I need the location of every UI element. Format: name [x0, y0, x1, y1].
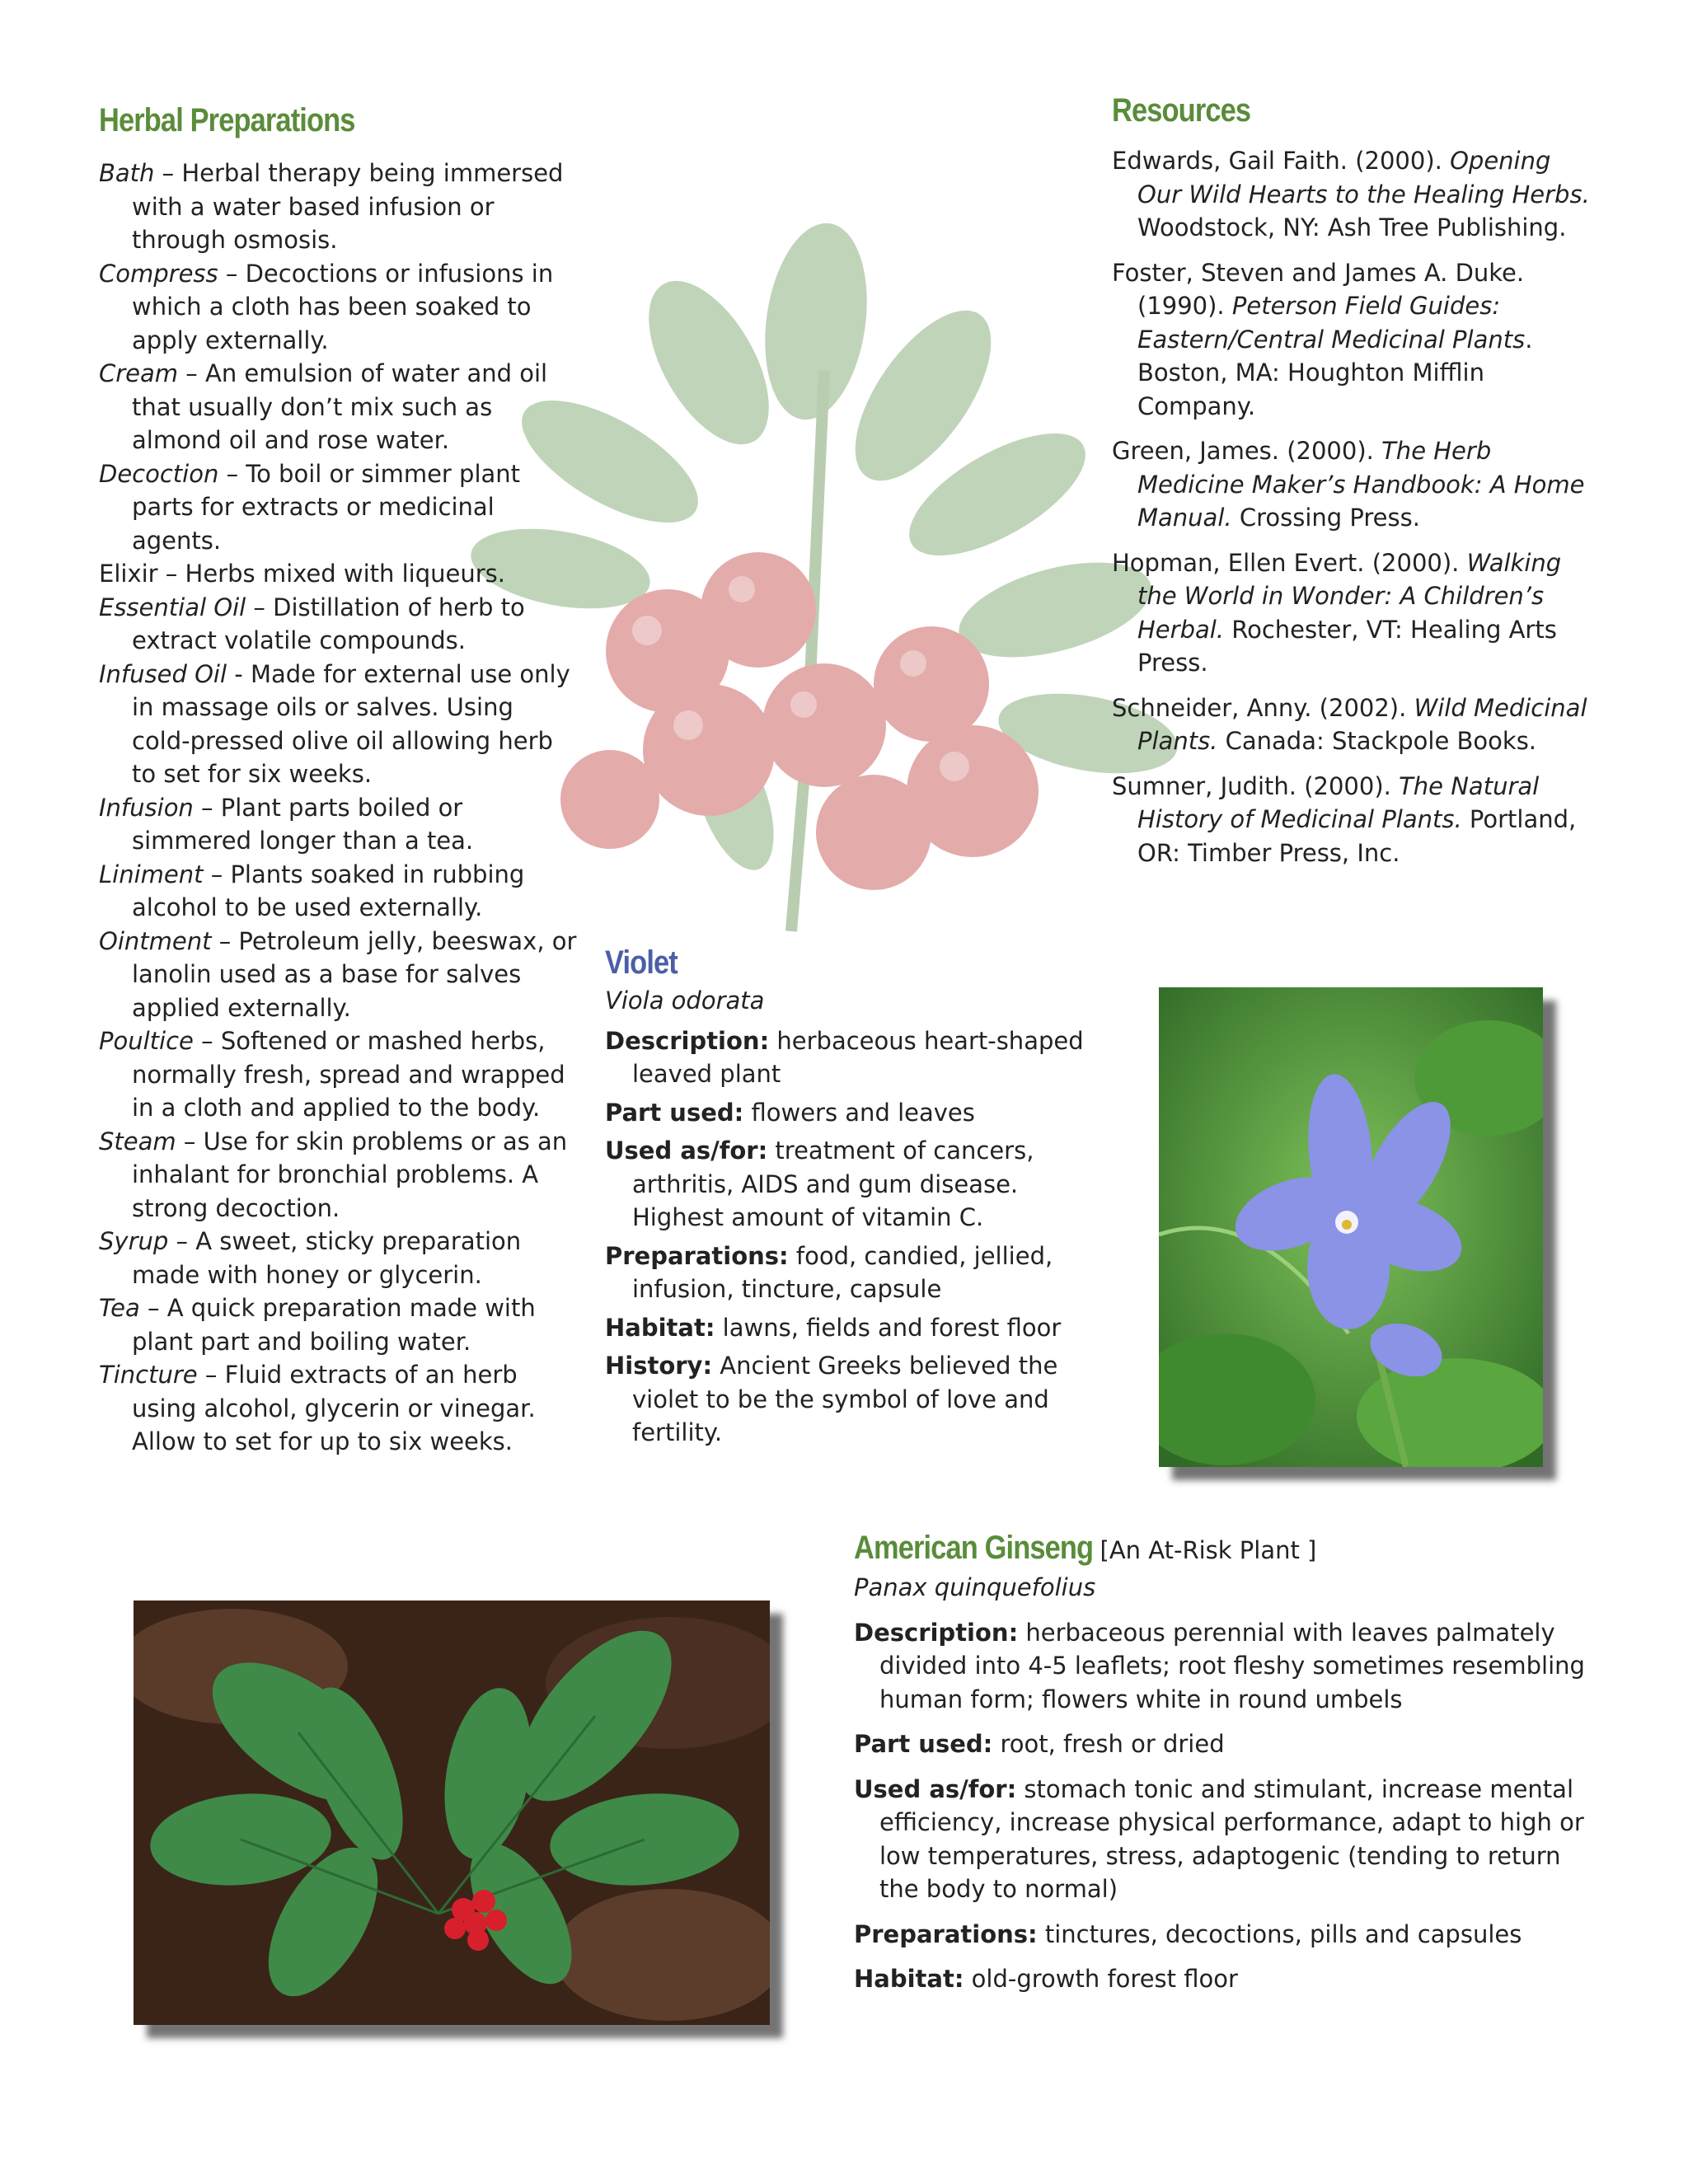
ginseng-field: Preparations: tinctures, decoctions, pills and capsules: [854, 1919, 1522, 1948]
herbal-entry: Elixir – Herbs mixed with liqueurs.: [99, 560, 506, 588]
violet-latin-name: Viola odorata: [605, 987, 765, 1015]
violet-photo: [1159, 987, 1543, 1467]
herbal-entry: Decoction – To boil or simmer plant parts for extracts or medicinal agents.: [99, 459, 521, 555]
resource-entry: Sumner, Judith. (2000). The Natural History of Medicinal Plants. Portland, OR: Timber Press, Inc.: [1112, 771, 1577, 867]
ginseng-heading: American Ginseng: [854, 1530, 1094, 1566]
herbal-entry: Liniment – Plants soaked in rubbing alcohol to be used externally.: [99, 860, 525, 921]
herbal-entry: Infusion – Plant parts boiled or simmered longer than a tea.: [99, 793, 474, 855]
violet-field: Habitat: lawns, fields and forest floor: [605, 1313, 1062, 1342]
herbal-entry: Cream – An emulsion of water and oil that usually don’t mix such as almond oil and rose water.: [99, 359, 548, 454]
herbal-entry: Poultice – Softened or mashed herbs, normally fresh, spread and wrapped in a cloth and applied to the body.: [99, 1027, 565, 1122]
ginseng-title-row: [854, 1530, 1353, 1568]
violet-field: History: Ancient Greeks believed the violet to be the symbol of love and fertility.: [605, 1352, 1058, 1446]
ginseng-profile: [854, 1571, 1596, 2008]
herbal-entry: Compress – Decoctions or infusions in which a cloth has been soaked to apply externally.: [99, 259, 554, 354]
violet-flower-image: [1159, 987, 1543, 1467]
herbal-entry: Tincture – Fluid extracts of an herb using alcohol, glycerin or vinegar. Allow to set for up to six weeks.: [99, 1361, 536, 1455]
violet-field: Part used: flowers and leaves: [605, 1098, 975, 1127]
ginseng-field: Description: herbaceous perennial with leaves palmately divided into 4-5 leaflets; root fleshy sometimes resembling human form; flowers white in round umbels: [854, 1618, 1585, 1713]
violet-heading: Violet: [605, 944, 678, 981]
herbal-entry: Steam – Use for skin problems or as an inhalant for bronchial problems. A strong decoction.: [99, 1127, 568, 1222]
herbal-preparations-heading: Herbal Preparations: [99, 102, 355, 138]
herbal-entry: Tea – A quick preparation made with plant part and boiling water.: [99, 1294, 536, 1356]
resource-entry: Hopman, Ellen Evert. (2000). Walking the World in Wonder: A Children’s Herbal. Rochester, VT: Healing Arts Press.: [1112, 548, 1562, 677]
ginseng-field: Habitat: old-growth forest floor: [854, 1965, 1238, 1993]
resource-entry: Schneider, Anny. (2002). Wild Medicinal Plants. Canada: Stackpole Books.: [1112, 693, 1587, 755]
herbal-entry: Bath – Herbal therapy being immersed with a water based infusion or through osmosis.: [99, 159, 564, 254]
ginseng-field: Part used: root, fresh or dried: [854, 1730, 1225, 1758]
resources-heading: Resources: [1112, 92, 1251, 129]
resource-entry: Edwards, Gail Faith. (2000). Opening Our Wild Hearts to the Healing Herbs. Woodstock, NY: Ash Tree Publishing.: [1112, 147, 1590, 241]
violet-field: Description: herbaceous heart-shaped leaved plant: [605, 1026, 1084, 1088]
ginseng-plant-image: [134, 1601, 770, 2025]
herbal-entry: Essential Oil – Distillation of herb to extract volatile compounds.: [99, 593, 525, 654]
herbal-entry: Infused Oil - Made for external use only in massage oils or salves. Using cold-pressed olive oil allowing herb to set for six weeks.: [99, 659, 570, 788]
violet-profile: [605, 984, 1091, 1455]
resources-list: [1112, 144, 1590, 881]
violet-field: Preparations: food, candied, jellied, infusion, tincture, capsule: [605, 1241, 1053, 1303]
violet-field: Used as/for: treatment of cancers, arthritis, AIDS and gum disease. Highest amount of vitamin C.: [605, 1137, 1034, 1231]
herbal-entry: Syrup – A sweet, sticky preparation made with honey or glycerin.: [99, 1227, 522, 1289]
ginseng-photo: [134, 1601, 770, 2025]
resource-entry: Green, James. (2000). The Herb Medicine Maker’s Handbook: A Home Manual. Crossing Press.: [1112, 437, 1585, 532]
herbal-preparations-list: [99, 157, 577, 1459]
ginseng-latin-name: Panax quinquefolius: [854, 1573, 1096, 1601]
herbal-entry: Ointment – Petroleum jelly, beeswax, or lanolin used as a base for salves applied externally.: [99, 926, 577, 1022]
resource-entry: Foster, Steven and James A. Duke. (1990). Peterson Field Guides: Eastern/Central Medicinal Plants. Boston, MA: Houghton Mifflin Company.: [1112, 258, 1533, 420]
at-risk-note: [An At-Risk Plant ]: [1100, 1536, 1317, 1564]
ginseng-field: Used as/for: stomach tonic and stimulant, increase mental efficiency, increase physical performance, adapt to high or low temperatures, stress, adaptogenic (tending to return the body to normal): [854, 1774, 1584, 1903]
